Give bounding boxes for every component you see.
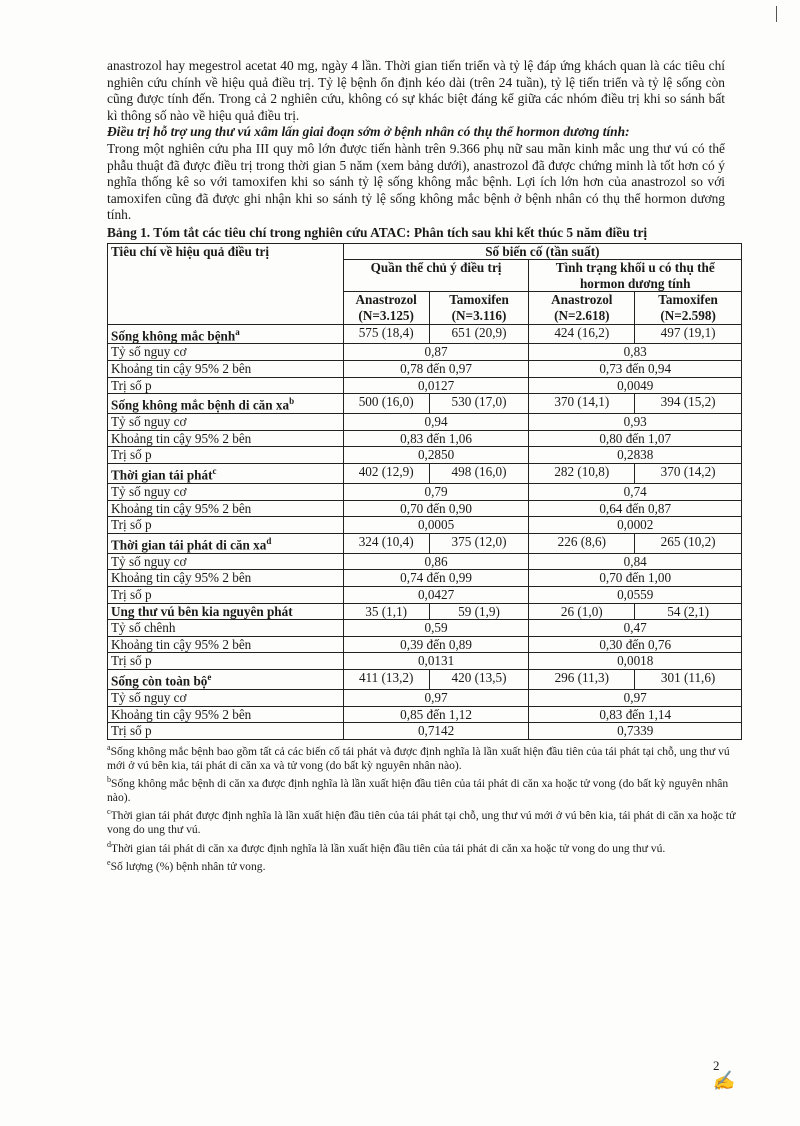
handwritten-initials: ✍ xyxy=(710,1069,736,1094)
event-count-cell: 296 (11,3) xyxy=(529,669,635,689)
statistic-value-hr: 0,80 đến 1,07 xyxy=(529,430,742,447)
event-count-cell: 530 (17,0) xyxy=(429,394,529,414)
table-caption: Bảng 1. Tóm tắt các tiêu chí trong nghiên cứu ATAC: Phân tích sau khi kết thúc 5 năm điều trị xyxy=(107,224,648,240)
table-row xyxy=(108,723,742,740)
table-row xyxy=(108,553,742,570)
statistic-label: Trị số p xyxy=(108,447,344,464)
table-row xyxy=(108,447,742,464)
endpoint-label: Ung thư vú bên kia nguyên phát xyxy=(108,603,344,620)
statistic-value-hr: 0,30 đến 0,76 xyxy=(529,636,742,653)
statistic-value-itt: 0,74 đến 0,99 xyxy=(343,570,529,587)
header-anastrozol-hr: Anastrozol (N=2.618) xyxy=(529,292,635,324)
table-row xyxy=(108,636,742,653)
statistic-value-hr: 0,93 xyxy=(529,414,742,431)
statistic-value-itt: 0,0005 xyxy=(343,517,529,534)
statistic-value-itt: 0,0427 xyxy=(343,586,529,603)
event-count-cell: 420 (13,5) xyxy=(429,669,529,689)
table-row xyxy=(108,570,742,587)
event-count-cell: 575 (18,4) xyxy=(343,324,429,344)
statistic-value-itt: 0,70 đến 0,90 xyxy=(343,500,529,517)
statistic-label: Tỷ số nguy cơ xyxy=(108,553,344,570)
endpoint-label: Thời gian tái phát di căn $xa^d$ xyxy=(108,533,344,553)
footnote: $^c$Thời gian tái phát được định nghĩa là lần xuất hiện đầu tiên của tái phát tại chỗ, ung thư vú mới ở vú bên kia, tái phát di căn xa hoặc tử vong do ung thư vú. xyxy=(107,807,736,837)
header-hormone-positive: Tình trạng khối u có thụ thể hormon dương tính xyxy=(529,260,742,292)
footnote: $^b$Sống không mắc bệnh di căn xa được định nghĩa là lần xuất hiện đầu tiên của tái phát di căn xa hoặc tử vong (do bất kỳ nguyên nhân nào). xyxy=(107,774,729,805)
paragraph-1: anastrozol hay megestrol acetat 40 mg, ngày 4 lần. Thời gian tiến triển và tỷ lệ đáp ứng khách quan là các tiêu chí nghiên cứu chính về hiệu quả điều trị. Tỷ lệ bệnh ổn định kéo dài (trên 24 tuần), tỷ lệ tiến triển và tỷ lệ sống còn cũng được tính đến. Trong cả 2 nghiên cứu, không có sự khác biệt đáng kể giữa các nhóm điều trị khi so sánh bất kì thông số nào về hiệu quả điều trị. xyxy=(107,58,725,123)
table-row xyxy=(108,653,742,670)
statistic-value-hr: 0,0002 xyxy=(529,517,742,534)
statistic-label: Trị số p xyxy=(108,517,344,534)
statistic-value-hr: 0,74 xyxy=(529,484,742,501)
event-count-cell: 54 (2,1) xyxy=(635,603,742,620)
event-count-cell: 301 (11,6) xyxy=(635,669,742,689)
table-row xyxy=(108,706,742,723)
document-page xyxy=(107,58,736,874)
event-count-cell: 411 (13,2) xyxy=(343,669,429,689)
table-row xyxy=(108,344,742,361)
table-row xyxy=(108,324,742,344)
footnote: $^a$Sống không mắc bệnh bao gồm tất cả các biến cố tái phát và được định nghĩa là lần xuất hiện đầu tiên của tái phát tại chỗ, ung thư vú mới ở vú bên kia, tái phát di căn xa và tử vong (do bất kỳ nguyên nhân nào). xyxy=(107,742,730,772)
statistic-value-itt: 0,78 đến 0,97 xyxy=(343,361,529,378)
event-count-cell: 370 (14,2) xyxy=(635,464,742,484)
header-criteria: Tiêu chí về hiệu quả điều trị xyxy=(108,243,344,324)
table-row xyxy=(108,361,742,378)
statistic-value-hr: 0,83 đến 1,14 xyxy=(529,706,742,723)
event-count-cell: 500 (16,0) xyxy=(343,394,429,414)
endpoint-label: Sống không mắc bệnh$^a$ xyxy=(108,324,344,344)
statistic-label: Khoảng tin cậy 95% 2 bên xyxy=(108,706,344,723)
endpoint-label: Thời gian tái phát$^c$ xyxy=(108,464,344,484)
statistic-label: Trị số p xyxy=(108,653,344,670)
footnote: $^e$Số lượng (%) bệnh nhân tử vong. xyxy=(107,857,266,873)
statistic-value-hr: 0,2838 xyxy=(529,447,742,464)
statistic-value-hr: 0,0018 xyxy=(529,653,742,670)
header-itt-population: Quần thể chủ ý điều trị xyxy=(343,260,529,292)
statistic-label: Tỷ số nguy cơ xyxy=(108,484,344,501)
event-count-cell: 651 (20,9) xyxy=(429,324,529,344)
table-row xyxy=(108,394,742,414)
table-row xyxy=(108,500,742,517)
event-count-cell: 497 (19,1) xyxy=(635,324,742,344)
atac-results-table xyxy=(107,243,742,740)
statistic-value-itt: 0,83 đến 1,06 xyxy=(343,430,529,447)
statistic-label: Tỷ số chênh xyxy=(108,620,344,637)
event-count-cell: 324 (10,4) xyxy=(343,533,429,553)
table-row xyxy=(108,377,742,394)
footnotes xyxy=(107,741,737,874)
statistic-value-hr: 0,73 đến 0,94 xyxy=(529,361,742,378)
statistic-value-hr: 0,0049 xyxy=(529,377,742,394)
table-body xyxy=(108,324,742,739)
table-row xyxy=(108,430,742,447)
statistic-value-hr: 0,7339 xyxy=(529,723,742,740)
statistic-value-hr: 0,64 đến 0,87 xyxy=(529,500,742,517)
statistic-value-itt: 0,39 đến 0,89 xyxy=(343,636,529,653)
statistic-label: Tỷ số nguy cơ xyxy=(108,414,344,431)
header-anastrozol-itt: Anastrozol (N=3.125) xyxy=(343,292,429,324)
statistic-value-hr: 0,70 đến 1,00 xyxy=(529,570,742,587)
endpoint-label: Sống còn toàn bộ$^e$ xyxy=(108,669,344,689)
event-count-cell: 282 (10,8) xyxy=(529,464,635,484)
statistic-value-itt: 0,86 xyxy=(343,553,529,570)
statistic-value-itt: 0,2850 xyxy=(343,447,529,464)
event-count-cell: 59 (1,9) xyxy=(429,603,529,620)
event-count-cell: 498 (16,0) xyxy=(429,464,529,484)
statistic-value-itt: 0,94 xyxy=(343,414,529,431)
event-count-cell: 226 (8,6) xyxy=(529,533,635,553)
statistic-value-itt: 0,7142 xyxy=(343,723,529,740)
statistic-label: Tỷ số nguy cơ xyxy=(108,344,344,361)
event-count-cell: 402 (12,9) xyxy=(343,464,429,484)
page-number: 2 xyxy=(713,1058,720,1073)
event-count-cell: 26 (1,0) xyxy=(529,603,635,620)
header-tamoxifen-hr: Tamoxifen (N=2.598) xyxy=(635,292,742,324)
section-subheading: Điều trị hỗ trợ ung thư vú xâm lấn giai đoạn sớm ở bệnh nhân có thụ thể hormon dương tính: xyxy=(107,124,630,140)
statistic-label: Khoảng tin cậy 95% 2 bên xyxy=(108,636,344,653)
statistic-label: Tỷ số nguy cơ xyxy=(108,689,344,706)
statistic-value-itt: 0,0127 xyxy=(343,377,529,394)
statistic-label: Trị số p xyxy=(108,377,344,394)
endpoint-label: Sống không mắc bệnh di căn $xa^b$ xyxy=(108,394,344,414)
table-row xyxy=(108,669,742,689)
header-tamoxifen-itt: Tamoxifen (N=3.116) xyxy=(429,292,529,324)
table-row xyxy=(108,533,742,553)
table-row xyxy=(108,603,742,620)
header-events: Số biến cố (tần suất) xyxy=(343,243,741,260)
statistic-value-hr: 0,83 xyxy=(529,344,742,361)
statistic-value-itt: 0,87 xyxy=(343,344,529,361)
event-count-cell: 265 (10,2) xyxy=(635,533,742,553)
statistic-label: Trị số p xyxy=(108,586,344,603)
table-row xyxy=(108,586,742,603)
statistic-label: Khoảng tin cậy 95% 2 bên xyxy=(108,570,344,587)
table-row xyxy=(108,414,742,431)
footnote: $^d$Thời gian tái phát di căn xa được định nghĩa là lần xuất hiện đầu tiên của tái phát di căn xa hoặc tử vong do ung thư vú. xyxy=(107,839,666,855)
table-row xyxy=(108,689,742,706)
statistic-value-hr: 0,84 xyxy=(529,553,742,570)
statistic-value-itt: 0,59 xyxy=(343,620,529,637)
event-count-cell: 370 (14,1) xyxy=(529,394,635,414)
event-count-cell: 424 (16,2) xyxy=(529,324,635,344)
event-count-cell: 375 (12,0) xyxy=(429,533,529,553)
table-row xyxy=(108,464,742,484)
statistic-label: Khoảng tin cậy 95% 2 bên xyxy=(108,500,344,517)
scan-mark xyxy=(776,6,777,22)
event-count-cell: 394 (15,2) xyxy=(635,394,742,414)
statistic-label: Trị số p xyxy=(108,723,344,740)
statistic-label: Khoảng tin cậy 95% 2 bên xyxy=(108,361,344,378)
table-row xyxy=(108,517,742,534)
table-row xyxy=(108,484,742,501)
statistic-value-hr: 0,0559 xyxy=(529,586,742,603)
statistic-label: Khoảng tin cậy 95% 2 bên xyxy=(108,430,344,447)
table-row xyxy=(108,620,742,637)
statistic-value-hr: 0,97 xyxy=(529,689,742,706)
statistic-value-itt: 0,97 xyxy=(343,689,529,706)
event-count-cell: 35 (1,1) xyxy=(343,603,429,620)
statistic-value-itt: 0,79 xyxy=(343,484,529,501)
statistic-value-hr: 0,47 xyxy=(529,620,742,637)
statistic-value-itt: 0,85 đến 1,12 xyxy=(343,706,529,723)
paragraph-2: Trong một nghiên cứu pha III quy mô lớn được tiến hành trên 9.366 phụ nữ sau mãn kinh mắc ung thư vú có thể phẫu thuật đã được điều trị trong thời gian 5 năm (xem bảng dưới), anastrozol đã được chứng minh là tốt hơn có ý nghĩa thống kê so với tamoxifen khi so sánh tỷ lệ sống không mắc bệnh. Lợi ích lớn hơn của anastrozol so với tamoxifen cũng đã được ghi nhận khi so sánh tỷ lệ sống không mắc bệnh ở bệnh nhân có thụ thể hormon dương tính. xyxy=(107,140,725,223)
statistic-value-itt: 0,0131 xyxy=(343,653,529,670)
